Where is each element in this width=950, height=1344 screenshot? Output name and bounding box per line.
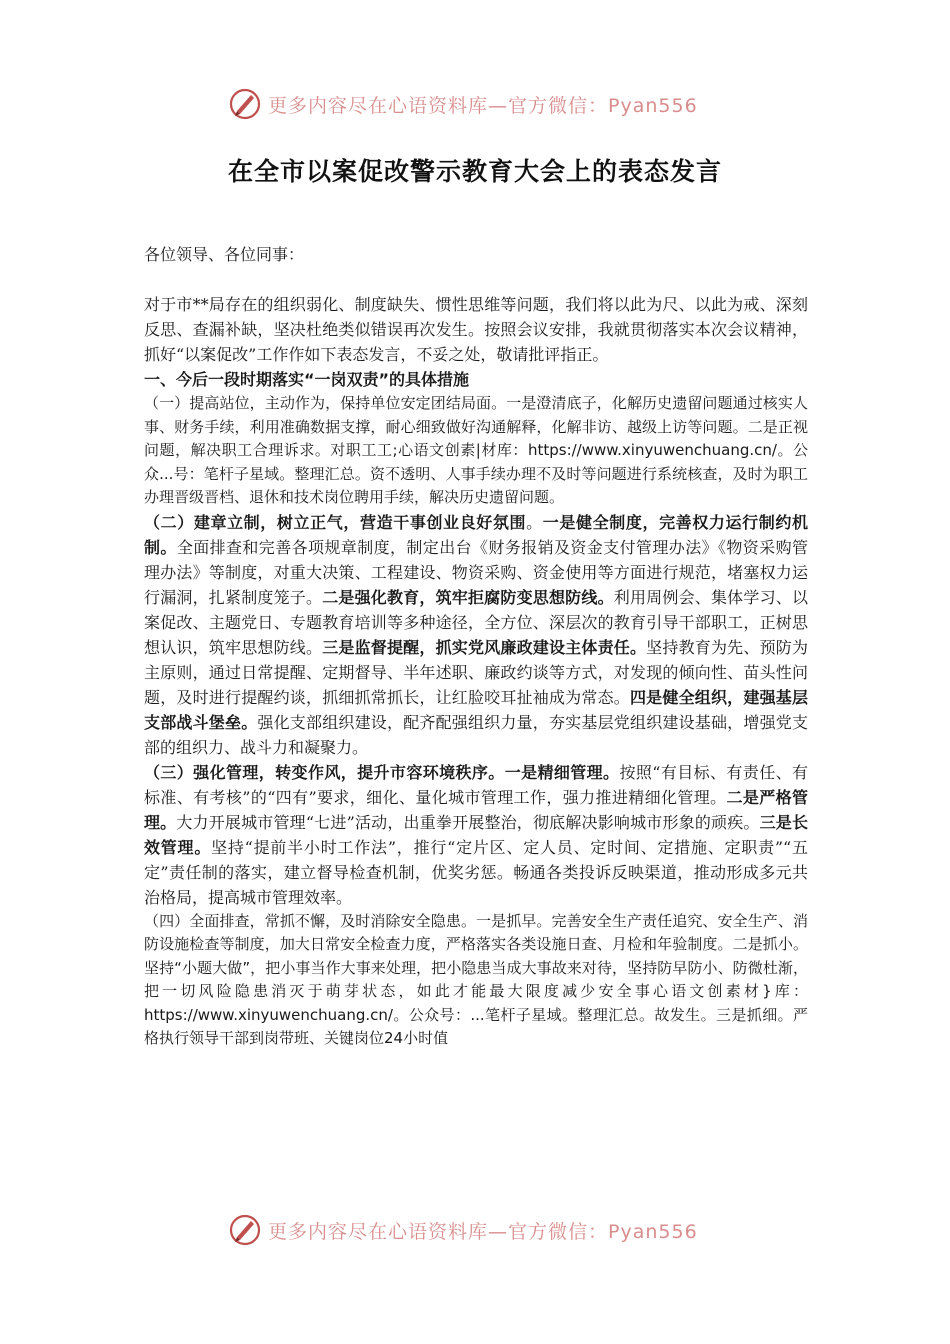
greeting: 各位领导、各位同事： — [144, 245, 305, 264]
text-run: 强化支部组织建设，配齐配强组织力量，夯实基层党组织建设基础，增强党支部的组织力、战斗力和凝聚力。 — [144, 712, 808, 757]
paragraph-1: （一）提高站位，主动作为，保持单位安定团结局面。一是澄清底子，化解历史遗留问题通过核实人事、财务手续，利用准确数据支撑，耐心细致做好沟通解释，化解非访、越级上访等问题。二是正视问题，解决职工合理诉求。对职工工;心语文创素|材库：https://www.xinyuwenchuang.cn/。公众...号：笔杆子星域。整理汇总。资不透明、人事手续办理不及时等问题进行系统核查，及时为职工办理晋级晋档、退休和技术岗位聘用手续，解决历史遗留问题。 — [144, 394, 808, 506]
paragraph-3 — [144, 760, 808, 910]
text-run: 三是监督提醒，抓实党风廉政建设主体责任。 — [322, 637, 647, 657]
text-run: 全面排查和完善各项规章制度，制定出台《财务报销及资金支付管理办法》《物资采购管理办法》等制度，对重大决策、工程建设、物资采购、资金使用等方面进行规范，堵塞权力运行漏洞，扎紧制度笼子。 — [144, 537, 808, 607]
header-watermark-banner — [228, 86, 728, 122]
text-run: 一是健全制度，完善权力运行制约机制。 — [144, 512, 808, 557]
text-run: 利用周例会、集体学习、以案促改、主题党日、专题教育培训等多种途径，全方位、深层次的教育引导干部职工，正树思想认识，筑牢思想防线。 — [144, 587, 808, 657]
paragraph-2 — [144, 510, 808, 760]
text-run: 大力开展城市管理“七进”活动，出重拳开展整治，彻底解决影响城市形象的顽疾。 — [176, 812, 760, 832]
text-run: 。 — [526, 512, 543, 532]
section-heading: 一、今后一段时期落实“一岗双责”的具体措施 — [144, 370, 470, 389]
watermark-text: 更多内容尽在心语资料库—官方微信：Pyan556 — [268, 94, 698, 117]
document-title: 在全市以案促改警示教育大会上的表态发言 — [227, 157, 722, 186]
text-run: （三）强化管理，转变作风，提升市容环境秩序。一是精细管理。 — [144, 762, 620, 782]
text-run: 四是健全组织，建强基层支部战斗堡垒。 — [144, 687, 808, 732]
pen-logo-icon — [228, 87, 262, 121]
text-run: （二）建章立制，树立正气，营造干事创业良好氛围 — [144, 512, 527, 532]
footer-watermark-banner — [228, 1212, 728, 1248]
intro-paragraph: 对于市**局存在的组织弱化、制度缺失、惯性思维等问题，我们将以此为尺、以此为戒、深刻反思、查漏补缺，坚决杜绝类似错误再次发生。按照会议安排，我就贯彻落实本次会议精神，抓好“以案促改”工作作如下表态发言，不妥之处，敬请批评指正。 — [144, 295, 808, 364]
document-body — [144, 242, 808, 1051]
text-run: 二是强化教育，筑牢拒腐防变思想防线。 — [322, 587, 614, 607]
paragraph-4: （四）全面排查，常抓不懈，及时消除安全隐患。一是抓早。完善安全生产责任追究、安全生产、消防设施检查等制度，加大日常安全检查力度，严格落实各类设施日查、月检和年验制度。二是抓小。坚持“小题大做”，把小事当作大事来处理，把小隐患当成大事故来对待，坚持防早防小、防微杜渐，把一切风险隐患消灭于萌芽状态，如此才能最大限度减少安全事心语文创素材}库：https://www.xinyuwenchuang.cn/。公众号：...笔杆子星域。整理汇总。故发生。三是抓细。严格执行领导干部到岗带班、关键岗位24小时值 — [144, 911, 808, 1047]
text-run: 二是严格管理。 — [144, 787, 808, 832]
text-run: 坚持“提前半小时工作法”，推行“定片区、定人员、定时间、定措施、定职责”“五定”责任制的落实，建立督导检查机制，优奖劣惩。畅通各类投诉反映渠道，推动形成多元共治格局，提高城市管理效率。 — [144, 837, 808, 907]
pen-logo-icon — [228, 1213, 262, 1247]
text-run: 坚持教育为先、预防为主原则，通过日常提醒、定期督导、半年述职、廉政约谈等方式，对发现的倾向性、苗头性问题，及时进行提醒约谈，抓细抓常抓长，让红脸咬耳扯袖成为常态。 — [144, 637, 808, 707]
text-run: 三是长效管理。 — [144, 812, 808, 857]
text-run: 按照“有目标、有责任、有标准、有考核”的“四有”要求，细化、量化城市管理工作，强力推进精细化管理。 — [144, 762, 808, 807]
watermark-text: 更多内容尽在心语资料库—官方微信：Pyan556 — [268, 1220, 698, 1243]
